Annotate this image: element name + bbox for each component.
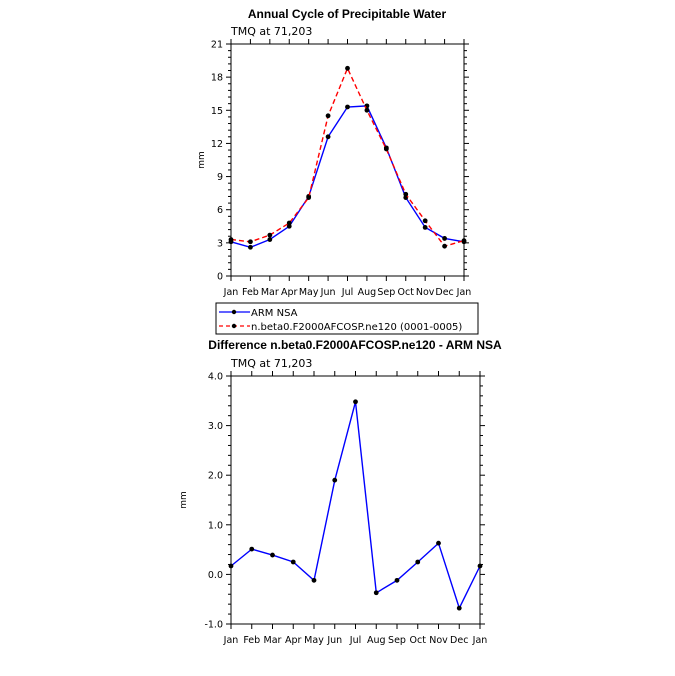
chart1-data-point [423, 225, 428, 230]
chart1-xtick-label: May [298, 287, 319, 298]
chart1-ytick-label: 6 [216, 205, 223, 217]
chart2-data-point [229, 564, 234, 569]
chart2-data-point [457, 606, 462, 611]
chart1-series-line-1 [231, 68, 464, 246]
chart1-data-point [287, 221, 292, 226]
legend-label-arm-nsa: ARM NSA [251, 308, 298, 319]
chart2-data-point [312, 578, 317, 583]
chart2-ytick-label: 1.0 [207, 520, 223, 532]
chart1-xtick-label: Mar [260, 287, 279, 298]
chart2-title: Difference n.beta0.F2000AFCOSP.ne120 - ARM NSA [208, 338, 502, 352]
chart1-data-point [267, 233, 272, 238]
chart1-xtick-label: Feb [242, 287, 259, 298]
chart1-data-point [442, 244, 447, 249]
chart1-data-point [365, 108, 370, 113]
chart2-xtick-label: Jan [223, 635, 239, 646]
chart1-legend [216, 303, 478, 334]
chart2-xtick-label: Feb [243, 635, 261, 646]
chart1-ytick-label: 21 [210, 39, 223, 51]
chart2-series-line-0 [231, 402, 480, 608]
chart1-xtick-label: Dec [435, 287, 454, 298]
legend-marker-model [232, 324, 236, 328]
chart1-data-point [345, 105, 350, 110]
chart2-xtick-label: Jan [472, 635, 488, 646]
chart1-xtick-label: Nov [415, 287, 435, 298]
chart2-plot [204, 371, 487, 646]
chart1-ytick-label: 3 [216, 238, 223, 250]
chart1-data-point [423, 218, 428, 223]
chart1-xtick-label: Sep [377, 287, 396, 298]
chart1-ytick-label: 15 [210, 105, 223, 117]
chart2-xtick-label: May [304, 635, 324, 646]
chart2-xtick-label: Jun [327, 635, 343, 646]
chart1-ytick-label: 9 [216, 172, 223, 184]
chart2-xtick-label: Nov [429, 635, 448, 646]
chart2-data-point [249, 547, 254, 552]
chart1-xtick-label: Jan [223, 287, 239, 298]
chart1-data-point [267, 237, 272, 242]
chart1-data-point [306, 195, 311, 200]
chart2-ytick-label: 2.0 [207, 470, 223, 482]
chart1-data-point [248, 245, 253, 250]
chart2-y-axis-label: mm [179, 491, 189, 509]
chart1-xtick-label: Jun [320, 287, 336, 298]
chart1-data-point [229, 237, 234, 242]
chart1-y-axis-label: mm [197, 151, 207, 169]
legend-label-model: n.beta0.F2000AFCOSP.ne120 (0001-0005) [251, 322, 463, 333]
chart2-ytick-label: -1.0 [204, 619, 223, 631]
chart1-xtick-label: Jul [341, 287, 354, 298]
chart2-data-point [332, 478, 337, 483]
chart1-data-point [442, 236, 447, 241]
chart1-xtick-label: Aug [357, 287, 377, 298]
chart2-data-point [291, 560, 296, 565]
chart1-xtick-label: Oct [397, 287, 414, 298]
chart1-data-point [384, 147, 389, 152]
chart2-xtick-label: Mar [263, 635, 282, 646]
chart1-xtick-label: Jan [456, 287, 472, 298]
chart2-data-point [395, 578, 400, 583]
chart2-data-point [270, 553, 275, 558]
chart2-data-point [436, 541, 441, 546]
chart2-xtick-label: Apr [285, 635, 302, 646]
chart1-subtitle: TMQ at 71,203 [231, 25, 313, 38]
chart2-ytick-label: 4.0 [207, 371, 223, 383]
chart2-subtitle: TMQ at 71,203 [231, 357, 313, 370]
chart1-title: Annual Cycle of Precipitable Water [247, 7, 447, 21]
chart2-xtick-label: Dec [450, 635, 469, 646]
chart2-data-point [415, 560, 420, 565]
chart2-data-point [374, 590, 379, 595]
chart2-ytick-label: 3.0 [207, 421, 223, 433]
chart2-ytick-label: 0.0 [207, 569, 223, 581]
chart2-xtick-label: Aug [366, 635, 386, 646]
chart2-xtick-label: Oct [409, 635, 426, 646]
chart1-data-point [403, 192, 408, 197]
chart2-data-point [478, 564, 483, 569]
chart1-ytick-label: 0 [216, 271, 223, 283]
chart2-xtick-label: Sep [388, 635, 406, 646]
chart2-data-point [353, 399, 358, 404]
chart2-plot-frame [231, 376, 480, 624]
legend-marker-arm-nsa [232, 310, 236, 314]
chart1-data-point [326, 113, 331, 118]
chart1-data-point [345, 66, 350, 71]
chart1-data-point [462, 238, 467, 243]
chart1-ytick-label: 12 [210, 138, 223, 150]
chart1-plot [211, 39, 471, 298]
chart1-data-point [248, 239, 253, 244]
chart2-xtick-label: Jul [349, 635, 362, 646]
chart1-data-point [326, 134, 331, 139]
chart1-xtick-label: Apr [281, 287, 298, 298]
chart1-ytick-label: 18 [210, 72, 223, 84]
